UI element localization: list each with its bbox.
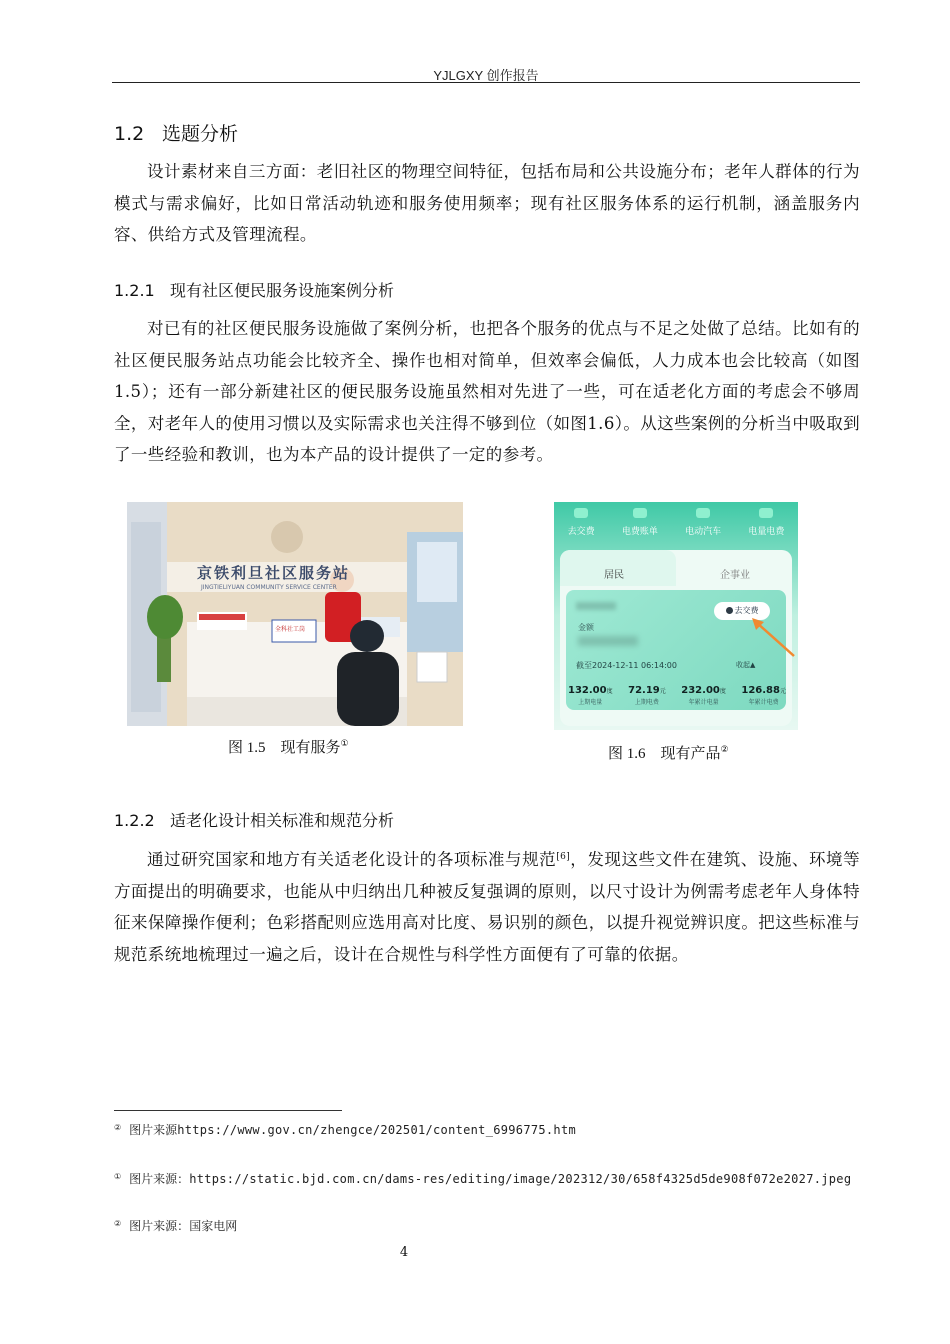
footnote-1: [114, 1121, 576, 1138]
fig-title: 现有服务: [280, 738, 341, 756]
stat-unit: 度: [606, 688, 613, 695]
subsection-number: 1.2.1: [114, 281, 155, 300]
footnote-2: [114, 1170, 851, 1187]
stat-item: [568, 678, 613, 706]
stat-value: 72.19: [628, 685, 660, 696]
stat-value: 232.00: [681, 685, 720, 696]
meter-icon: [759, 508, 773, 518]
car-icon: [696, 508, 710, 518]
footnote-text: 国家电网: [189, 1219, 238, 1233]
app-icon-label: 电费账单: [621, 527, 658, 537]
figure-1-6-caption: [608, 742, 729, 763]
paragraph-1: 设计素材来自三方面：老旧社区的物理空间特征，包括布局和公共设施分布；老年人群体的行为模式与需求偏好，比如日常活动轨迹和服务使用频率；现有社区服务体系的运行机制，涵盖服务内容、供给方式及管理流程。: [114, 162, 860, 244]
subsection-heading-1: [114, 278, 394, 301]
section-heading: [114, 119, 238, 146]
app-icon-bill: [622, 508, 658, 537]
paragraph-text: ，发现这些文件在建筑、设施、环境等方面提出的明确要求，也能从中归纳出几种被反复强调的原则，以尺寸设计为例需考虑老年人身体特征来保障操作便利；色彩搭配则应选用高对比度、易识别的颜色，以提升视觉辨识度。把这些标准与规范系统地梳理过一遍之后，设计在合规性与科学性方面便有了可靠的依据。: [114, 850, 860, 964]
app-screenshot: [554, 502, 798, 730]
tab-resident[interactable]: 居民: [604, 570, 624, 581]
app-icon-label: 电量电费: [748, 527, 785, 537]
collapse-toggle[interactable]: 收起▲: [736, 661, 756, 669]
footnote-prefix: 图片来源：: [129, 1172, 190, 1186]
running-header: YJLGXY 创作报告: [433, 68, 539, 83]
app-icon-ev: [685, 508, 721, 537]
footnote-url[interactable]: https://www.gov.cn/zhengce/202501/content_6996775.htm: [177, 1123, 576, 1137]
header-rule: [112, 82, 860, 83]
app-icon-pay: [568, 508, 595, 537]
app-icon-label: 电动汽车: [685, 527, 722, 537]
sign-text: 京铁利旦社区服务站: [197, 564, 351, 582]
bill-icon: [633, 508, 647, 518]
subsection-heading-2: [114, 808, 394, 831]
fig-footnote-mark: ①: [340, 739, 349, 749]
balance-label: 金额: [578, 623, 594, 632]
footnote-mark: ②: [114, 1123, 122, 1132]
arrow-icon: [750, 618, 796, 658]
stat-label: 年累计电量: [688, 699, 719, 706]
footnote-rule: [114, 1110, 342, 1111]
figure-1-6-screenshot: [554, 502, 798, 730]
date-line: 截至2024-12-11 06:14:00: [576, 661, 677, 670]
tab-enterprise[interactable]: 企事业: [720, 570, 750, 581]
app-icon-usage: [748, 508, 784, 537]
play-icon: [726, 607, 733, 614]
app-icon-label: 去交费: [567, 527, 595, 537]
footnote-url[interactable]: https://static.bjd.com.cn/dams-res/editing/image/202312/30/658f4325d5de908f072e2027.jpeg: [189, 1172, 852, 1186]
section-title: 选题分析: [162, 123, 239, 145]
figure-1-5-caption: [228, 736, 349, 757]
footnote-mark: ①: [114, 1172, 122, 1181]
stat-item: [628, 678, 666, 706]
stat-label: 年累计电费: [748, 699, 779, 706]
stat-item: [681, 678, 726, 706]
subsection-title: 现有社区便民服务设施案例分析: [170, 281, 395, 300]
citation-ref[interactable]: [6]: [556, 852, 571, 862]
blurred-balance: [578, 636, 638, 646]
stat-unit: 元: [779, 688, 786, 695]
subsection-title: 适老化设计相关标准和规范分析: [170, 811, 395, 830]
fig-label: 图 1.5: [228, 740, 266, 756]
app-top-icons: [554, 508, 798, 537]
pay-button-label: 去交费: [734, 606, 759, 615]
stats-row: [568, 678, 786, 706]
paragraph-2: 对已有的社区便民服务设施做了案例分析，也把各个服务的优点与不足之处做了总结。比如有的社区便民服务站点功能会比较齐全、操作也相对简单，但效率会偏低，人力成本也会比较高（如图1.5）；还有一部分新建社区的便民服务设施虽然相对先进了一些，可在适老化方面的考虑会不够周全，对老年人的使用习惯以及实际需求也关注得不够到位（如图1.6）。从这些案例的分析当中吸取到了一些经验和教训，也为本产品的设计提供了一定的参考。: [114, 319, 860, 464]
stat-label: 上期电量: [578, 699, 603, 706]
footnote-prefix: 图片来源: [129, 1123, 178, 1137]
blurred-name: [576, 602, 616, 610]
paragraph-text: 通过研究国家和地方有关适老化设计的各项标准与规范: [147, 850, 557, 869]
counter-label: 全科社工岗: [275, 626, 306, 633]
stat-unit: 度: [719, 688, 726, 695]
subsection-number: 1.2.2: [114, 811, 155, 830]
pay-icon: [574, 508, 588, 518]
stat-value: 126.88: [741, 685, 780, 696]
stat-unit: 元: [659, 688, 666, 695]
fig-footnote-mark: ②: [720, 745, 729, 755]
figure-1-5-photo: [127, 502, 463, 726]
section-number: 1.2: [114, 123, 145, 145]
paragraph-3: [114, 844, 860, 970]
service-center-photo: [127, 502, 463, 726]
page-number: 4: [399, 1245, 409, 1260]
footnote-prefix: 图片来源：: [129, 1219, 190, 1233]
fig-label: 图 1.6: [608, 746, 646, 762]
footnote-3: [114, 1217, 237, 1234]
stat-item: [741, 678, 786, 706]
sign-english: JINGTIELIYUAN COMMUNITY SERVICE CENTER: [201, 584, 337, 591]
fig-title: 现有产品: [660, 744, 721, 762]
stat-value: 132.00: [568, 685, 607, 696]
footnote-mark: ②: [114, 1219, 122, 1228]
stat-label: 上期电费: [634, 699, 659, 706]
